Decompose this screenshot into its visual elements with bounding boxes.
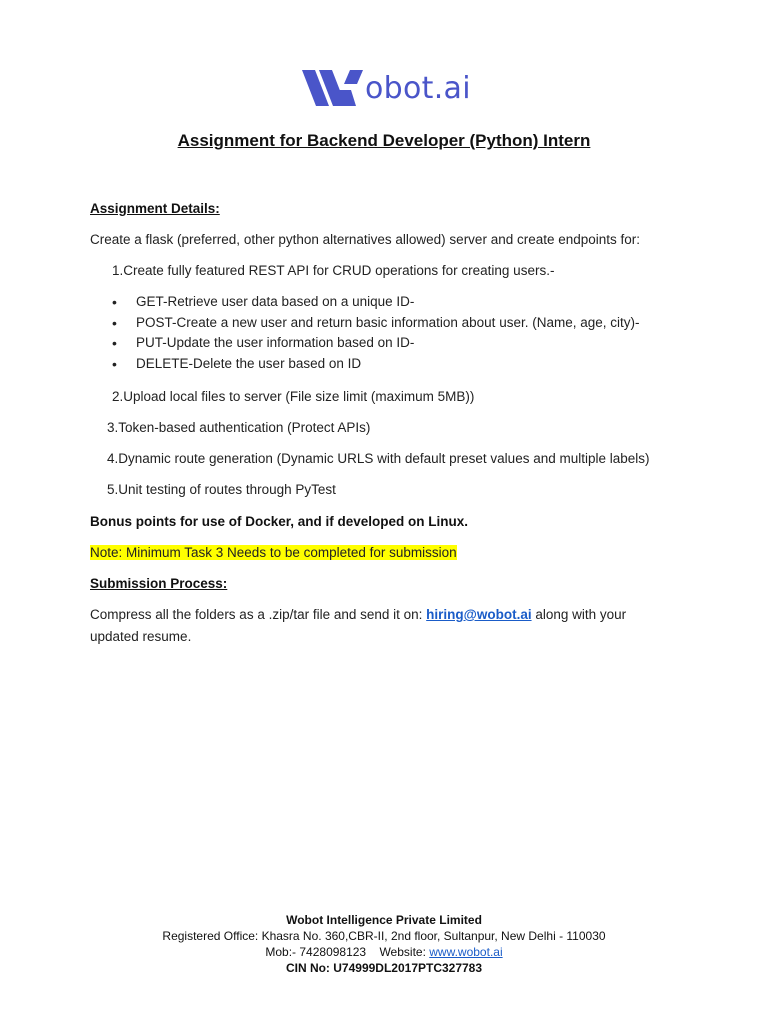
- bonus-text: Bonus points for use of Docker, and if developed on Linux.: [90, 514, 469, 529]
- list-item: • PUT-Update the user information based on ID-: [112, 333, 639, 354]
- list-item: • POST-Create a new user and return basic information about user. (Name, age, city)-: [112, 313, 639, 334]
- crud-bullet-list: [112, 292, 639, 374]
- footer-cin: CIN No: U74999DL2017PTC327783: [285, 961, 483, 975]
- logo-wordmark: obot.ai: [365, 71, 471, 106]
- submission-text-after: along with your: [531, 607, 627, 622]
- task-4-text: 4.Dynamic route generation (Dynamic URLS with default preset values and multiple labels): [107, 451, 650, 466]
- list-item: • DELETE-Delete the user based on ID: [112, 354, 639, 375]
- assignment-details-heading: Assignment Details:: [90, 201, 220, 216]
- document-title: Assignment for Backend Developer (Python) Intern: [177, 131, 591, 150]
- wobot-logo: [302, 62, 472, 108]
- footer-contact: [0, 944, 768, 960]
- wobot-w-logo-icon: [302, 68, 364, 108]
- footer-company: Wobot Intelligence Private Limited: [286, 913, 482, 927]
- hiring-email-link[interactable]: hiring@wobot.ai: [426, 607, 532, 622]
- website-link[interactable]: www.wobot.ai: [429, 945, 503, 959]
- footer-mob: Mob:- 7428098123 Website:: [265, 945, 430, 959]
- note-line: [90, 543, 457, 563]
- note-highlight: Note: Minimum Task 3 Needs to be completed for submission: [90, 545, 457, 560]
- submission-text-line2: updated resume.: [90, 629, 192, 644]
- footer: [0, 912, 768, 976]
- submission-text: [90, 605, 626, 625]
- footer-address: Registered Office: Khasra No. 360,CBR-II, 2nd floor, Sultanpur, New Delhi - 110030: [162, 929, 606, 943]
- task-5-text: 5.Unit testing of routes through PyTest: [107, 482, 336, 497]
- submission-text-before: Compress all the folders as a .zip/tar file and send it on:: [90, 607, 427, 622]
- submission-heading: Submission Process:: [90, 576, 228, 591]
- task-3-text: 3.Token-based authentication (Protect APIs): [107, 420, 371, 435]
- task-1-text: 1.Create fully featured REST API for CRUD operations for creating users.-: [112, 263, 555, 278]
- intro-text: Create a flask (preferred, other python alternatives allowed) server and create endpoints for:: [90, 232, 641, 247]
- list-item: • GET-Retrieve user data based on a unique ID-: [112, 292, 639, 313]
- task-2-text: 2.Upload local files to server (File size limit (maximum 5MB)): [112, 389, 475, 404]
